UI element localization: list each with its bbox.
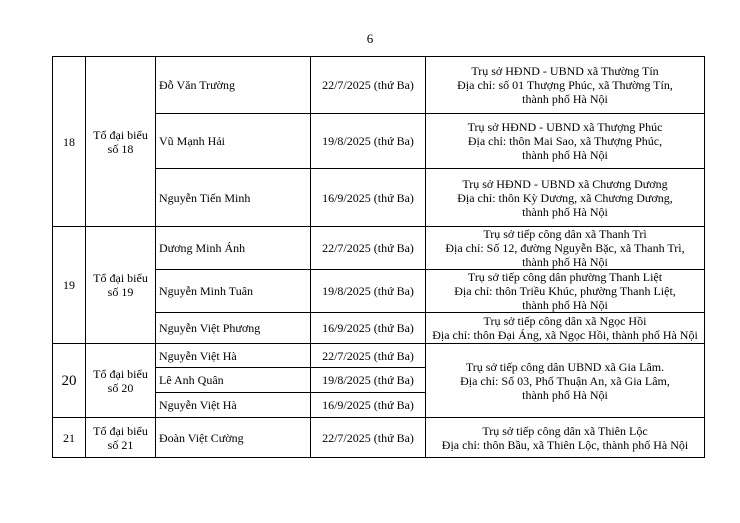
place-line: thành phố Hà Nội bbox=[522, 204, 608, 219]
reception-date: 16/9/2025 (thứ Ba) bbox=[311, 313, 426, 344]
delegate-name: Nguyễn Việt Phương bbox=[156, 313, 311, 344]
citizen-reception-schedule-table bbox=[52, 56, 705, 458]
reception-place bbox=[426, 57, 705, 114]
delegate-group-label: Tổ đại biểu bbox=[93, 423, 148, 438]
place-line: thành phố Hà Nội bbox=[522, 387, 608, 402]
delegate-name: Nguyễn Tiến Minh bbox=[156, 169, 311, 227]
stt-cell: 20 bbox=[53, 344, 86, 418]
delegate-name: Dương Minh Ánh bbox=[156, 227, 311, 270]
table-row bbox=[53, 344, 705, 368]
place-line: Địa chỉ: thôn Kỳ Dương, xã Chương Dương, bbox=[457, 190, 673, 205]
place-line: Địa chỉ: thôn Triều Khúc, phường Thanh Liệt, bbox=[454, 284, 676, 298]
reception-date: 19/8/2025 (thứ Ba) bbox=[311, 270, 426, 313]
page-number: 6 bbox=[366, 31, 374, 46]
delegate-group-label: Tổ đại biểu bbox=[93, 271, 148, 285]
reception-place bbox=[426, 114, 705, 169]
place-line: Địa chỉ: Số 03, Phố Thuận An, xã Gia Lâm, bbox=[460, 373, 670, 388]
reception-place bbox=[426, 227, 705, 270]
place-line: Trụ sở tiếp công dân phường Thanh Liệt bbox=[467, 270, 663, 284]
place-line: Trụ sở tiếp công dân xã Thiên Lộc bbox=[482, 423, 648, 438]
place-line: Địa chỉ: thôn Bầu, xã Thiên Lộc, thành phố Hà Nội bbox=[441, 437, 689, 452]
delegate-group-cell bbox=[86, 418, 156, 458]
reception-date: 19/8/2025 (thứ Ba) bbox=[311, 368, 426, 393]
reception-date: 19/8/2025 (thứ Ba) bbox=[311, 114, 426, 169]
delegate-name: Đoàn Việt Cường bbox=[156, 418, 311, 458]
table-row bbox=[53, 227, 705, 270]
table-row bbox=[53, 418, 705, 458]
reception-date: 22/7/2025 (thứ Ba) bbox=[311, 344, 426, 368]
place-line: Địa chỉ: Số 12, đường Nguyễn Bặc, xã Thanh Trì, bbox=[445, 241, 685, 255]
reception-date: 22/7/2025 (thứ Ba) bbox=[311, 227, 426, 270]
place-line: Trụ sở tiếp công dân xã Ngọc Hồi bbox=[483, 314, 647, 328]
delegate-name: Nguyễn Minh Tuân bbox=[156, 270, 311, 313]
delegate-name: Lê Anh Quân bbox=[156, 368, 311, 393]
place-line: thành phố Hà Nội bbox=[522, 92, 608, 106]
place-line: Trụ sở HĐND - UBND xã Chương Dương bbox=[462, 176, 668, 191]
delegate-name: Vũ Mạnh Hải bbox=[156, 114, 311, 169]
table-row bbox=[53, 57, 705, 114]
place-line: Địa chỉ: số 01 Thượng Phúc, xã Thường Tín, bbox=[457, 78, 673, 92]
place-line: thành phố Hà Nội bbox=[522, 255, 608, 269]
delegate-group-cell bbox=[86, 227, 156, 344]
reception-place bbox=[426, 270, 705, 313]
reception-place bbox=[426, 169, 705, 227]
stt-cell: 21 bbox=[53, 418, 86, 458]
delegate-group-cell bbox=[86, 344, 156, 418]
stt-cell: 18 bbox=[53, 57, 86, 227]
place-line: Địa chỉ: thôn Đại Áng, xã Ngọc Hồi, thành phố Hà Nội bbox=[432, 328, 698, 342]
reception-date: 22/7/2025 (thứ Ba) bbox=[311, 418, 426, 458]
reception-date: 16/9/2025 (thứ Ba) bbox=[311, 169, 426, 227]
place-line: thành phố Hà Nội bbox=[522, 298, 608, 312]
delegate-group-number: số 18 bbox=[107, 141, 134, 156]
delegate-group-cell bbox=[86, 57, 156, 227]
place-line: thành phố Hà Nội bbox=[522, 148, 608, 162]
reception-place bbox=[426, 418, 705, 458]
place-line: Trụ sở tiếp công dân xã Thanh Trì bbox=[483, 227, 647, 241]
place-line: Trụ sở tiếp công dân UBND xã Gia Lâm. bbox=[465, 359, 665, 374]
place-line: Trụ sở HĐND - UBND xã Thượng Phúc bbox=[467, 120, 663, 134]
delegate-name: Nguyễn Việt Hà bbox=[156, 344, 311, 368]
delegate-name: Đỗ Văn Trường bbox=[156, 57, 311, 114]
reception-date: 16/9/2025 (thứ Ba) bbox=[311, 393, 426, 418]
delegate-group-number: số 19 bbox=[107, 285, 134, 299]
delegate-name: Nguyễn Việt Hà bbox=[156, 393, 311, 418]
stt-cell: 19 bbox=[53, 227, 86, 344]
delegate-group-label: Tổ đại biểu bbox=[93, 127, 148, 142]
place-line: Địa chỉ: thôn Mai Sao, xã Thượng Phúc, bbox=[467, 134, 663, 148]
place-line: Trụ sở HĐND - UBND xã Thường Tín bbox=[471, 64, 659, 78]
reception-place bbox=[426, 313, 705, 344]
delegate-group-label: Tổ đại biểu bbox=[93, 366, 148, 381]
delegate-group-number: số 20 bbox=[107, 380, 134, 395]
reception-date: 22/7/2025 (thứ Ba) bbox=[311, 57, 426, 114]
reception-place bbox=[426, 344, 705, 418]
delegate-group-number: số 21 bbox=[107, 437, 134, 452]
